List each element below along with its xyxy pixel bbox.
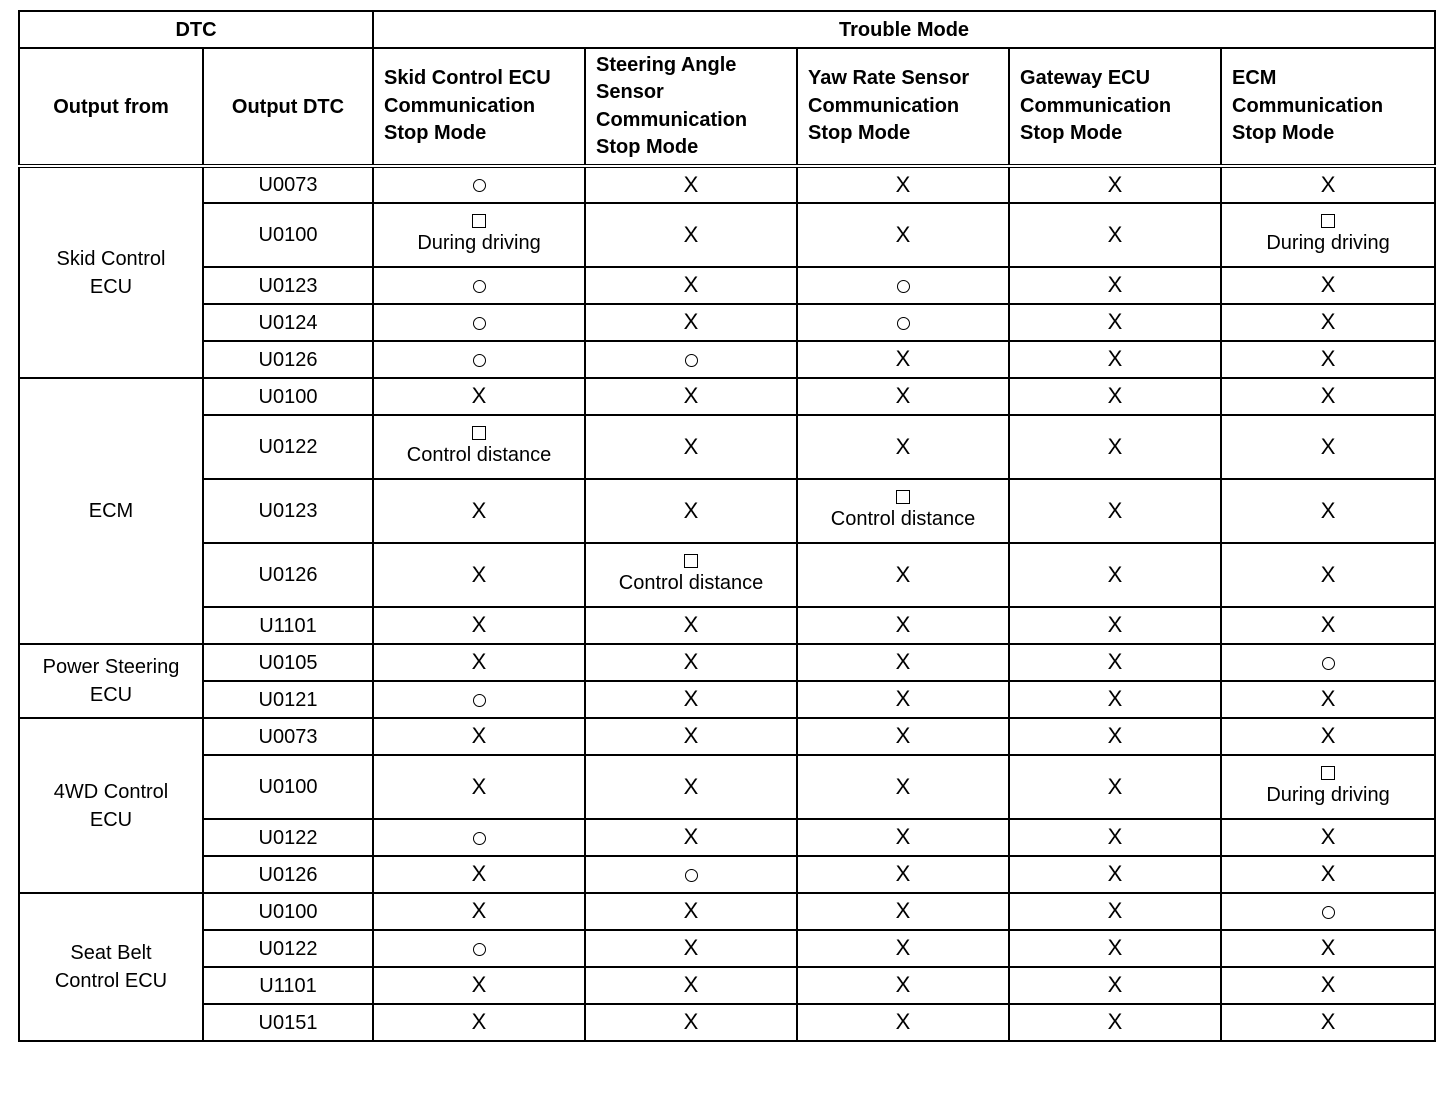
header-dtc: DTC [19,11,373,48]
mode-cell [1221,607,1435,644]
header-mode-line: Yaw Rate Sensor [808,67,970,90]
x-mark: X [1320,824,1336,849]
header-mode-line: ECM [1232,67,1277,90]
table-row [19,543,1435,607]
x-mark: X [1107,433,1123,459]
mode-cell [585,967,797,1004]
circle-icon [1322,657,1335,670]
x-mark: X [683,221,699,247]
mode-cell [373,856,585,893]
mode-cell [585,341,797,378]
x-mark: X [683,309,699,334]
mode-cell [797,607,1009,644]
mode-cell [1221,755,1435,819]
table-row [19,304,1435,341]
output-from-label: Power Steering [42,656,180,678]
mode-cell [1009,967,1221,1004]
table-row [19,930,1435,967]
x-mark: X [471,861,487,886]
output-dtc-cell: U0122 [203,415,373,479]
mode-cell [585,1004,797,1041]
output-dtc-cell: U0151 [203,1004,373,1041]
table-row [19,607,1435,644]
x-mark: X [1320,1009,1336,1034]
circle-icon [473,694,486,707]
square-icon [1321,766,1335,780]
x-mark: X [895,612,911,637]
mode-cell [797,543,1009,607]
mode-cell [373,543,585,607]
condition-note: Control distance [830,508,976,530]
output-from-cell [19,644,203,718]
circle-icon [473,943,486,956]
x-mark: X [683,898,699,923]
output-from-label: 4WD Control [53,780,169,803]
mode-cell [373,203,585,267]
x-mark: X [683,272,699,297]
header-mode-1 [585,48,797,166]
x-mark: X [683,824,699,849]
mode-cell [797,967,1009,1004]
x-mark: X [471,1009,487,1034]
header-mode-3 [1009,48,1221,166]
x-mark: X [683,935,699,960]
circle-icon [685,354,698,367]
header-mode-line: Stop Mode [384,122,487,145]
x-mark: X [1320,272,1336,297]
table-row [19,267,1435,304]
table-row [19,166,1435,203]
x-mark: X [895,723,911,748]
square-icon [472,426,486,440]
circle-icon [1322,906,1335,919]
table-row [19,341,1435,378]
output-from-cell [19,166,203,378]
header-mode-line: Stop Mode [1020,122,1123,145]
mode-cell [585,267,797,304]
x-mark: X [1320,723,1336,748]
mode-cell [585,543,797,607]
mode-cell [1009,856,1221,893]
mode-cell [797,304,1009,341]
table-row [19,819,1435,856]
output-dtc-cell: U1101 [203,607,373,644]
circle-icon [685,869,698,882]
x-mark: X [895,171,911,197]
mode-cell [1221,203,1435,267]
x-mark: X [1107,649,1123,674]
mode-cell [1009,607,1221,644]
mode-cell [1009,718,1221,755]
mode-cell [585,607,797,644]
x-mark: X [895,824,911,849]
x-mark: X [1107,935,1123,960]
mode-cell [373,930,585,967]
output-dtc-cell: U1101 [203,967,373,1004]
x-mark: X [1320,309,1336,334]
x-mark: X [1320,383,1336,408]
header-mode-line: Steering Angle [596,53,737,76]
mode-cell [585,930,797,967]
mode-cell [585,479,797,543]
x-mark: X [471,497,487,523]
mode-cell [373,681,585,718]
mode-cell [373,644,585,681]
mode-cell [585,893,797,930]
mode-cell [1009,341,1221,378]
x-mark: X [895,861,911,886]
table-row [19,718,1435,755]
x-mark: X [1107,383,1123,408]
mode-cell [373,267,585,304]
x-mark: X [895,433,911,459]
mode-cell [797,718,1009,755]
mode-cell [797,856,1009,893]
output-dtc-cell: U0073 [203,718,373,755]
x-mark: X [895,383,911,408]
mode-cell [373,479,585,543]
mode-cell [1221,415,1435,479]
x-mark: X [471,898,487,923]
square-icon [896,490,910,504]
circle-icon [473,832,486,845]
condition-note: During driving [1266,784,1390,806]
x-mark: X [683,612,699,637]
output-from-cell [19,378,203,644]
x-mark: X [1107,773,1123,799]
x-mark: X [471,972,487,997]
header-row-top [19,11,1435,48]
header-mode-line: Sensor [596,81,664,103]
table-row [19,1004,1435,1041]
mode-cell [1221,1004,1435,1041]
mode-cell [585,203,797,267]
output-dtc-cell: U0124 [203,304,373,341]
mode-cell [1009,819,1221,856]
mode-cell [1009,203,1221,267]
mode-cell [1221,819,1435,856]
square-icon [684,554,698,568]
header-mode-line: Stop Mode [1232,122,1335,145]
x-mark: X [1320,346,1336,371]
x-mark: X [1320,561,1336,587]
x-mark: X [895,346,911,371]
mode-cell [585,415,797,479]
mode-cell [373,415,585,479]
circle-icon [897,280,910,293]
mode-cell [1221,304,1435,341]
output-from-label: ECU [89,808,133,831]
mode-cell [373,166,585,203]
mode-cell [585,856,797,893]
header-mode-line: Skid Control ECU [384,67,551,90]
mode-cell [797,267,1009,304]
output-from-label: Seat Belt [70,942,152,964]
x-mark: X [1107,1009,1123,1034]
x-mark: X [895,935,911,960]
x-mark: X [895,221,911,247]
condition-note: During driving [1266,232,1390,254]
header-trouble-mode: Trouble Mode [373,11,1435,48]
mode-cell [797,930,1009,967]
x-mark: X [1107,272,1123,297]
x-mark: X [471,723,487,748]
x-mark: X [1320,861,1336,886]
header-mode-line: Communication [1232,94,1384,117]
mode-cell [1221,267,1435,304]
table-row [19,893,1435,930]
x-mark: X [1320,935,1336,960]
x-mark: X [683,171,699,197]
output-from-cell [19,718,203,893]
table-row [19,479,1435,543]
output-from-label: ECU [89,684,133,706]
mode-cell [373,755,585,819]
header-mode-line: Communication [596,108,748,131]
header-mode-line: Communication [808,94,960,117]
mode-cell [373,378,585,415]
mode-cell [1009,755,1221,819]
x-mark: X [683,497,699,523]
output-dtc-cell: U0123 [203,267,373,304]
mode-cell [1009,681,1221,718]
header-mode-line: Stop Mode [808,122,911,145]
x-mark: X [683,686,699,711]
header-mode-2 [797,48,1009,166]
output-dtc-cell: U0100 [203,203,373,267]
x-mark: X [1107,898,1123,923]
circle-icon [473,354,486,367]
x-mark: X [1107,723,1123,748]
x-mark: X [1107,346,1123,371]
mode-cell [1221,479,1435,543]
mode-cell [797,378,1009,415]
mode-cell [1009,543,1221,607]
x-mark: X [1107,561,1123,587]
mode-cell [1221,681,1435,718]
table-row [19,856,1435,893]
mode-cell [797,681,1009,718]
mode-cell [1009,893,1221,930]
circle-icon [473,280,486,293]
mode-cell [373,341,585,378]
circle-icon [473,179,486,192]
mode-cell [797,893,1009,930]
mode-cell [1221,718,1435,755]
mode-cell [797,819,1009,856]
output-from-label: Skid Control [56,247,166,270]
mode-cell [1009,166,1221,203]
x-mark: X [471,649,487,674]
x-mark: X [471,612,487,637]
mode-cell [1009,304,1221,341]
mode-cell [1221,341,1435,378]
x-mark: X [683,773,699,799]
output-dtc-cell: U0100 [203,755,373,819]
mode-cell [797,1004,1009,1041]
x-mark: X [1107,861,1123,886]
output-from-cell [19,893,203,1041]
mode-cell [373,607,585,644]
output-dtc-cell: U0122 [203,819,373,856]
x-mark: X [683,383,699,408]
circle-icon [473,317,486,330]
x-mark: X [895,686,911,711]
mode-cell [1221,893,1435,930]
header-output-dtc: Output DTC [203,48,373,166]
table-row [19,755,1435,819]
mode-cell [373,893,585,930]
x-mark: X [1320,612,1336,637]
table-row [19,415,1435,479]
output-from-label: ECU [89,275,133,298]
mode-cell [373,718,585,755]
mode-cell [1009,930,1221,967]
mode-cell [797,755,1009,819]
x-mark: X [471,383,487,408]
output-dtc-cell: U0126 [203,341,373,378]
square-icon [472,214,486,228]
x-mark: X [895,561,911,587]
table-row [19,681,1435,718]
header-mode-0 [373,48,585,166]
header-mode-line: Communication [384,94,536,117]
output-dtc-cell: U0123 [203,479,373,543]
mode-cell [1009,267,1221,304]
x-mark: X [1107,686,1123,711]
x-mark: X [895,1009,911,1034]
x-mark: X [895,773,911,799]
mode-cell [585,166,797,203]
header-mode-4 [1221,48,1435,166]
x-mark: X [1320,171,1336,197]
header-row-sub [19,48,1435,166]
mode-cell [373,967,585,1004]
mode-cell [1221,930,1435,967]
output-dtc-cell: U0121 [203,681,373,718]
header-mode-line: Communication [1020,94,1172,117]
mode-cell [797,479,1009,543]
x-mark: X [683,723,699,748]
dtc-trouble-mode-table [18,10,1436,1042]
output-dtc-cell: U0073 [203,166,373,203]
x-mark: X [683,433,699,459]
mode-cell [1221,378,1435,415]
mode-cell [585,819,797,856]
x-mark: X [471,561,487,587]
mode-cell [373,1004,585,1041]
x-mark: X [895,972,911,997]
x-mark: X [895,649,911,674]
mode-cell [585,304,797,341]
mode-cell [1221,166,1435,203]
x-mark: X [1107,824,1123,849]
output-dtc-cell: U0122 [203,930,373,967]
output-from-label: ECM [88,500,134,522]
mode-cell [585,755,797,819]
mode-cell [585,718,797,755]
square-icon [1321,214,1335,228]
x-mark: X [1107,972,1123,997]
table-row [19,203,1435,267]
x-mark: X [683,649,699,674]
table-body [19,166,1435,1041]
x-mark: X [1107,171,1123,197]
mode-cell [797,415,1009,479]
output-dtc-cell: U0105 [203,644,373,681]
output-dtc-cell: U0100 [203,378,373,415]
output-from-label: Control ECU [54,970,168,992]
mode-cell [585,681,797,718]
mode-cell [1009,378,1221,415]
x-mark: X [471,773,487,799]
mode-cell [797,203,1009,267]
x-mark: X [1320,497,1336,523]
mode-cell [373,304,585,341]
mode-cell [1221,543,1435,607]
x-mark: X [1107,309,1123,334]
circle-icon [897,317,910,330]
x-mark: X [1320,433,1336,459]
mode-cell [585,644,797,681]
x-mark: X [1107,221,1123,247]
x-mark: X [1320,972,1336,997]
table-row [19,967,1435,1004]
mode-cell [1009,1004,1221,1041]
x-mark: X [683,972,699,997]
x-mark: X [1107,612,1123,637]
mode-cell [1221,856,1435,893]
mode-cell [585,378,797,415]
mode-cell [797,644,1009,681]
mode-cell [797,166,1009,203]
condition-note: Control distance [406,444,552,466]
x-mark: X [895,898,911,923]
header-mode-line: Stop Mode [596,136,699,158]
output-dtc-cell: U0126 [203,543,373,607]
table-row [19,644,1435,681]
mode-cell [1009,415,1221,479]
mode-cell [373,819,585,856]
mode-cell [1009,644,1221,681]
mode-cell [1221,644,1435,681]
x-mark: X [683,1009,699,1034]
output-dtc-cell: U0100 [203,893,373,930]
table-row [19,378,1435,415]
header-output-from: Output from [19,48,203,166]
mode-cell [1221,967,1435,1004]
mode-cell [1009,479,1221,543]
x-mark: X [1320,686,1336,711]
x-mark: X [1107,497,1123,523]
mode-cell [797,341,1009,378]
output-dtc-cell: U0126 [203,856,373,893]
condition-note: Control distance [618,572,764,594]
condition-note: During driving [417,232,541,254]
header-mode-line: Gateway ECU [1020,67,1151,90]
